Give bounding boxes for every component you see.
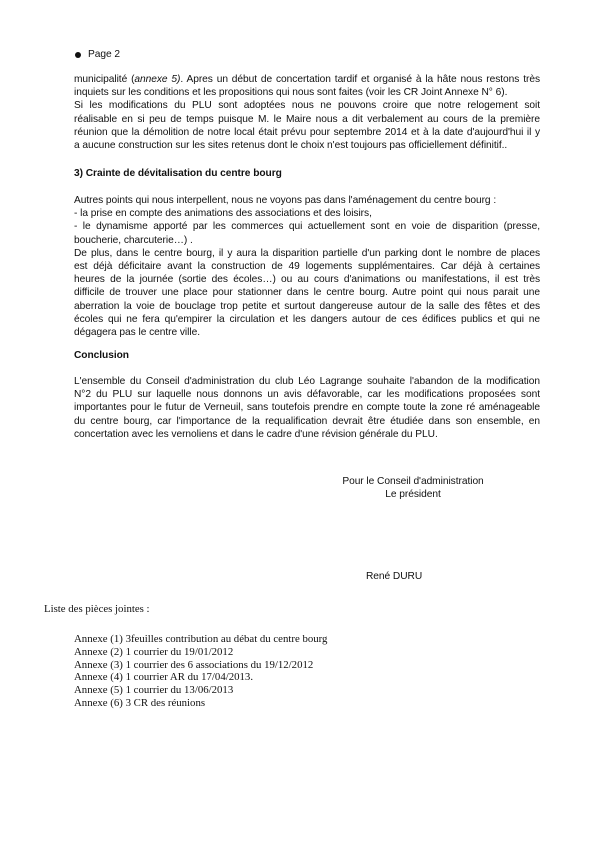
text-line: du centre bourg, car l'importance de la requalification devrait être étudiée dans son ensemble, en bbox=[74, 415, 540, 427]
text-line: réalisable en si peu de temps puisque M. le Maire nous a dit verbalement au cours de la première bbox=[74, 113, 540, 125]
text-line: - la prise en compte des animations des associations et des loisirs, bbox=[74, 208, 372, 220]
signatory-name: René DURU bbox=[366, 571, 423, 582]
annex-list bbox=[74, 633, 327, 710]
text-line: L'ensemble du Conseil d'administration du club Léo Lagrange souhaite l'abandon de la modification bbox=[74, 376, 540, 387]
signature-title: Pour le Conseil d'administration bbox=[342, 476, 484, 487]
annex-item: Annexe (3) 1 courrier des 6 associations du 19/12/2012 bbox=[74, 658, 314, 671]
text-line: importantes pour le futur de Verneuil, sans toutefois prendre en compte toute la zone ré aménageable bbox=[74, 402, 540, 414]
text-line: - le dynamisme apporté par les commerces qui actuellement sont en voie de disparition (presse, bbox=[74, 221, 540, 233]
text-line: De plus, dans le centre bourg, il y aura la disparition partielle d'un parking dont le nombre de places bbox=[74, 247, 540, 259]
text-line: Autres points qui nous interpellent, nous ne voyons pas dans l'aménagement du centre bourg : bbox=[74, 195, 497, 206]
conclusion-heading: Conclusion bbox=[74, 350, 129, 361]
section-3-body bbox=[74, 194, 540, 339]
text-line: difficile de trouver une place pour stationner dans le centre bourg. Autre point qui nous parait une bbox=[74, 287, 540, 299]
annex-item: Annexe (4) 1 courrier AR du 17/04/2013. bbox=[74, 671, 254, 684]
text-line: inquiets sur les conditions et les propositions qui nous sont faites (voir les CR Joint Annexe N° 6). bbox=[74, 87, 508, 99]
signature-block bbox=[318, 475, 508, 501]
page-number-label: Page 2 bbox=[88, 49, 120, 60]
text-line: réunion que la démolition de notre local était prévu pour septembre 2014 et à la date d'aujourd'hui il y bbox=[74, 126, 540, 138]
text-line: concertation avec les vernoliens et dans le cadre d'une révision générale du PLU. bbox=[74, 428, 438, 440]
annex-list-title: Liste des pièces jointes : bbox=[44, 603, 150, 615]
text-line: Si les modifications du PLU sont adoptées nous ne pouvons croire que notre relogement soit bbox=[74, 100, 540, 112]
text-line: dégagera pas le centre ville. bbox=[74, 327, 200, 339]
annex-item: Annexe (5) 1 courrier du 13/06/2013 bbox=[74, 684, 234, 697]
text-line: N°2 du PLU sur laquelle nous donnons un avis défavorable, car les modifications proposées sont bbox=[74, 389, 540, 401]
text-line: écoles qui ne fera qu'empirer la circulation et les dangers autour de ces édifices publics et qui ne bbox=[74, 313, 540, 325]
text-line: municipalité (annexe 5). Apres un début de concertation tardif et organisé à la hâte nous restons très bbox=[74, 74, 540, 85]
annex-item: Annexe (6) 3 CR des réunions bbox=[74, 696, 206, 709]
text-line: heures de la journée (sortie des écoles…) ou au cours d'animations ou manifestations, il est très bbox=[74, 274, 540, 286]
text-line: boucherie, charcuterie…) . bbox=[74, 234, 193, 246]
annex-item: Annexe (2) 1 courrier du 19/01/2012 bbox=[74, 645, 234, 658]
bullet-icon bbox=[75, 52, 81, 58]
intro-paragraph bbox=[74, 73, 540, 152]
signature-role: Le président bbox=[385, 489, 441, 501]
page-marker bbox=[75, 48, 120, 61]
text-line: a aucune construction sur les sites retenus dont le choix n'est toujours pas officiellement définitif.. bbox=[74, 140, 508, 152]
conclusion-body bbox=[74, 375, 540, 441]
section-3-heading: 3) Crainte de dévitalisation du centre bourg bbox=[74, 168, 282, 179]
text-line: aberration la voie de bouclage trop petite et surtout dangereuse autour de la salle des fêtes et des bbox=[74, 300, 540, 312]
text-line: est déjà déficitaire avant la construction de 49 logements supplémentaires. Car déjà à certaines bbox=[74, 261, 540, 273]
annex-item: Annexe (1) 3feuilles contribution au débat du centre bourg bbox=[74, 633, 328, 645]
